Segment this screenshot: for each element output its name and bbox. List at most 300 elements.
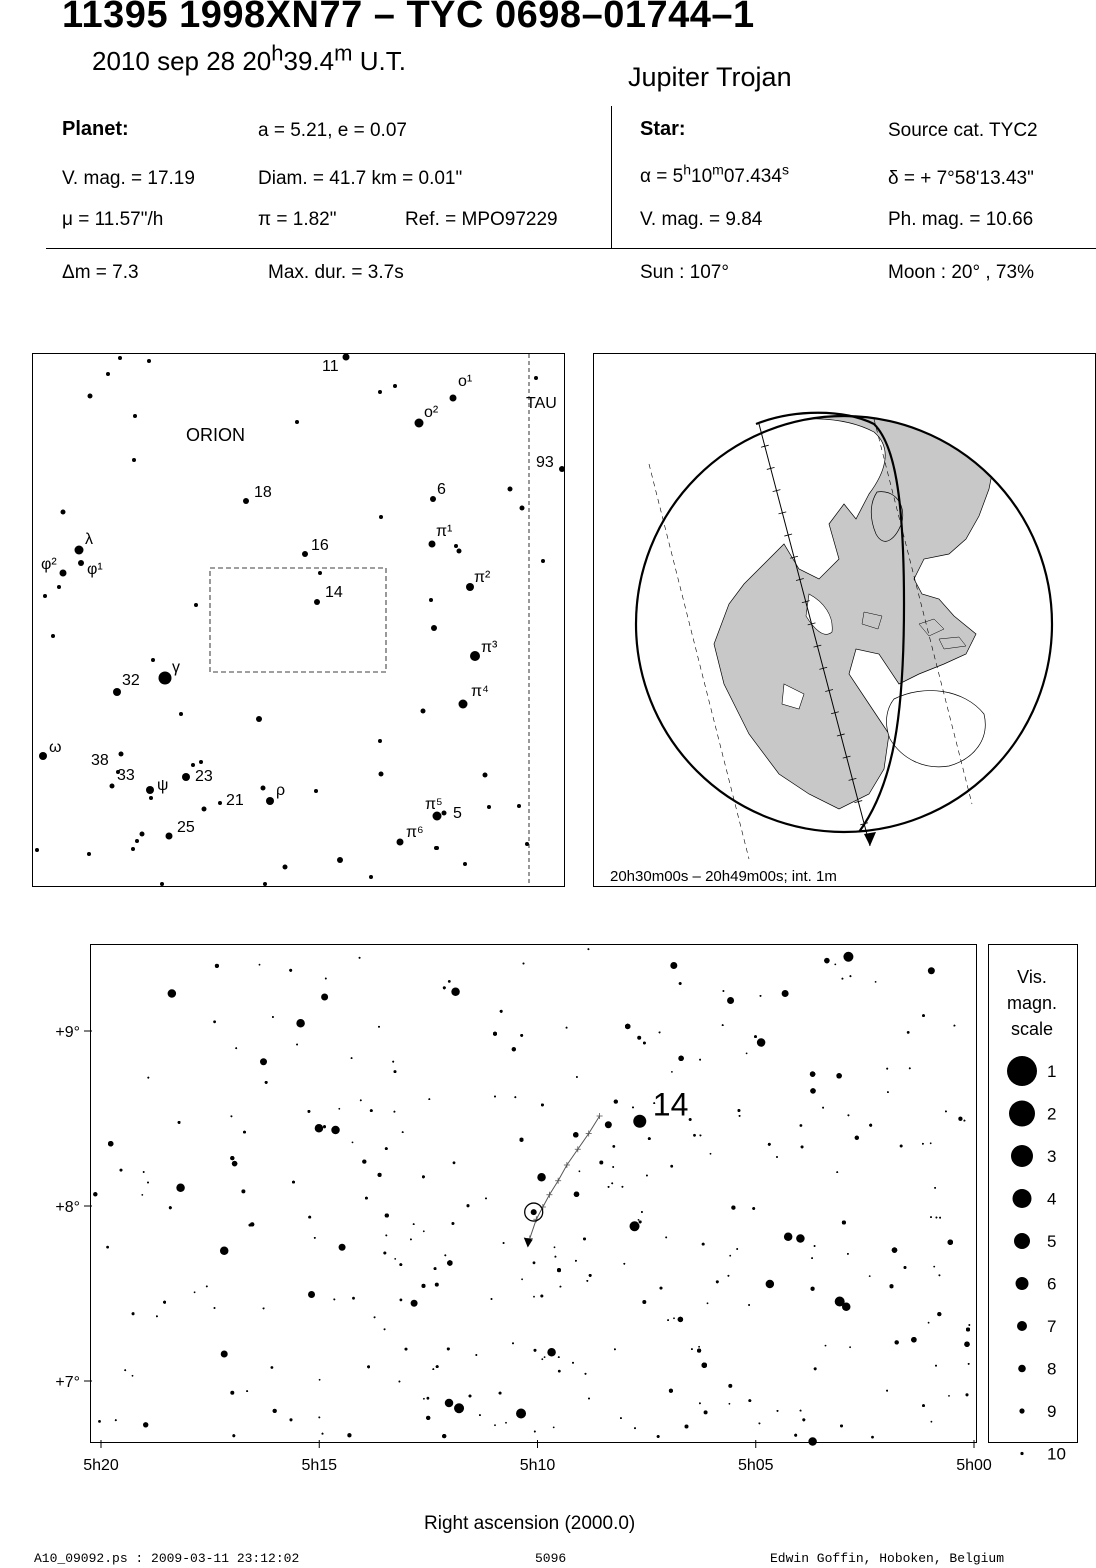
field-star [699,1059,701,1061]
field-star [394,1258,396,1260]
field-star [752,1207,755,1210]
field-star [632,1107,634,1109]
constellation-star [541,559,545,563]
field-star [322,1433,324,1435]
globe-time-caption: 20h30m00s – 20h49m00s; int. 1m [610,868,837,885]
constellation-star-label: 32 [122,672,140,689]
field-star [842,1221,846,1225]
field-star [394,1070,397,1073]
field-star [147,1182,149,1184]
field-star [384,1328,386,1330]
field-star [533,1296,535,1298]
field-star [768,1143,771,1146]
constellation-star [147,359,151,363]
field-star [670,1165,673,1168]
constellation-star [508,487,513,492]
target-star [531,1209,537,1215]
field-star [447,1260,452,1265]
constellation-star [463,862,467,866]
y-axis [0,944,92,1464]
constellation-star-label: 38 [91,752,109,769]
field-star [521,1278,523,1280]
constellation-star [295,420,299,424]
constellation-star [466,583,474,591]
constellation-star-label: π⁵ [425,796,443,813]
field-star [836,1073,841,1078]
field-star [892,1247,897,1252]
field-star [553,1427,555,1429]
field-star [534,1349,537,1352]
field-star [698,1346,700,1348]
field-star [922,1014,925,1017]
field-star [836,1171,838,1173]
field-star [452,1222,455,1225]
constellation-star [525,842,529,846]
field-box [210,568,386,672]
bright-star [315,1124,324,1133]
bright-stars [168,952,935,1446]
field-star [589,1274,592,1277]
field-star [399,1263,402,1266]
planet-heading: Planet: [62,118,129,140]
field-star [555,1256,557,1258]
field-star [436,1365,439,1368]
field-star [608,1186,610,1188]
constellation-labels [41,358,554,841]
field-star [811,1287,815,1291]
field-star [678,1056,683,1061]
field-star [937,1312,941,1316]
field-star [325,978,327,980]
constellation-star [191,763,195,767]
field-star [383,1252,386,1255]
field-star [394,1111,396,1113]
legend-star [1007,1056,1037,1086]
field-star [760,995,762,997]
field-star [432,1368,434,1370]
constellation-star [435,846,439,850]
field-star [738,1109,741,1112]
field-star [934,1187,936,1189]
legend-magnitude-label: 9 [1047,1402,1057,1421]
field-star [493,1032,497,1036]
field-star [614,1100,618,1104]
field-star [333,1299,335,1301]
field-star [716,1280,719,1283]
field-star [641,1211,643,1213]
bright-star [168,989,177,998]
field-star [514,1096,516,1098]
footer-file: A10_09092.ps : 2009-03-11 23:12:02 [34,1551,300,1566]
field-star [731,1206,735,1210]
field-star [360,1099,362,1101]
constellation-star [560,467,565,472]
constellation-star [218,801,222,805]
field-star [612,1145,615,1148]
field-star [214,1307,216,1309]
field-star [206,1286,208,1288]
field-star [442,1434,446,1438]
constellation-star [75,546,84,555]
constellation-star [318,571,322,575]
star-chart [90,944,977,1443]
field-star [147,1077,149,1079]
constellation-star [431,625,437,631]
constellation-star [132,458,136,462]
field-star [855,1136,859,1140]
bright-star [757,1038,766,1047]
field-star [907,1031,910,1034]
field-star [728,1384,732,1388]
field-star [230,1391,234,1395]
constellation-star [459,700,468,709]
field-star [435,1283,439,1287]
field-star [235,1047,237,1049]
star-chart-svg [91,945,976,1442]
field-star [802,1418,805,1421]
field-star [800,1124,803,1127]
constellation-map-svg [33,354,564,886]
legend-star [1016,1277,1029,1290]
field-star [699,1402,701,1404]
constellation-star [343,354,350,361]
constellation-star [135,839,139,843]
field-star [392,1061,394,1063]
field-star [400,1299,403,1302]
field-star [347,1433,351,1437]
field-star [931,1421,933,1423]
legend-star [1011,1145,1033,1167]
field-star [98,1420,101,1423]
field-star [512,1342,514,1344]
field-star [710,1153,712,1155]
field-star [443,986,446,989]
star-source-catalog: Source cat. TYC2 [888,120,1038,141]
field-star [948,1395,950,1397]
field-star [748,1304,750,1306]
field-star [909,1067,911,1069]
field-star [810,1071,815,1076]
field-star [259,964,261,966]
constellation-star [256,716,262,722]
planet-reference: Ref. = MPO97229 [405,209,558,230]
field-star [359,957,361,959]
field-star [611,1182,613,1184]
field-star [679,982,682,985]
field-star [314,1237,316,1239]
field-star [637,1036,641,1040]
constellation-star [429,541,436,548]
field-star [367,1365,370,1368]
moon-info: Moon : 20° , 73% [888,262,1034,283]
constellation-star-label: ψ [157,777,169,794]
field-star [434,1267,437,1270]
field-star [620,1417,622,1419]
field-star [575,1260,577,1262]
constellation-star-label: 18 [254,484,272,501]
constellation-star-label: 25 [177,819,195,836]
field-star [243,1131,246,1134]
bright-star [451,988,460,997]
field-star [494,1424,496,1426]
tau-label: TAU [526,395,557,412]
field-star [422,1175,425,1178]
constellation-star [378,739,382,743]
field-star [503,1242,505,1244]
constellation-star [369,875,373,879]
info-divider-vertical [611,106,612,248]
constellation-star-label: ο² [424,404,439,421]
constellation-star [534,376,538,380]
star-right-ascension: $\alpha = 5^h10^m07.434^s$ [640,161,789,187]
bright-star [411,1300,418,1307]
field-star [811,1257,813,1259]
constellation-star [118,356,122,360]
field-star [936,1217,938,1219]
field-star [289,969,292,972]
field-star [241,1189,245,1193]
legend-star [1009,1101,1035,1127]
field-star [120,1169,123,1172]
field-star [374,1316,376,1318]
field-star [423,1398,425,1400]
field-star [639,1221,642,1224]
legend-star [1014,1233,1030,1249]
field-star [385,1147,388,1150]
bright-star [784,1233,793,1242]
constellation-star [302,551,308,557]
constellation-star [133,414,137,418]
field-star [362,1160,366,1164]
field-star [794,1434,797,1437]
field-star [178,1121,181,1124]
field-star [557,1268,561,1272]
field-star [534,1431,536,1433]
field-star [588,1398,590,1400]
field-star [871,1436,874,1439]
field-star [588,948,590,950]
y-tick-label: +9° [55,1024,80,1041]
bright-star [547,1348,556,1357]
constellation-star-label: 11 [322,358,339,375]
constellation-star-label: 21 [226,792,244,809]
bright-star [766,1280,775,1289]
field-star [638,1219,640,1221]
constellation-star [283,865,288,870]
info-divider-horizontal [46,248,1096,249]
constellation-star-label: ο¹ [458,373,473,390]
y-tick-label: +8° [55,1199,80,1216]
field-star [890,1284,894,1288]
field-star [810,1088,815,1093]
legend-svg [989,945,1077,1464]
constellation-star-label: γ [172,659,180,676]
field-star [964,1342,969,1347]
bright-star [296,1019,305,1028]
field-star [642,1300,646,1304]
field-star [427,1397,430,1400]
field-star [834,964,836,966]
field-star [691,1348,693,1350]
field-star [748,1399,751,1402]
planet-parallax: π = 1.82" [258,209,337,230]
field-star [426,1416,430,1420]
legend-star [1020,1452,1023,1455]
asteroid-path [524,1113,603,1248]
field-star [296,1044,298,1046]
legend-magnitude-label: 7 [1047,1317,1057,1336]
constellation-map [32,353,565,887]
event-datetime: 2010 sep 28 20$^h$39.4$^m$ U.T. [92,40,406,76]
bright-star [454,1403,464,1413]
field-star [169,1206,172,1209]
field-star [646,1175,648,1177]
field-star [746,1053,748,1055]
constellation-name: ORION [186,425,246,445]
field-star [585,1373,587,1375]
footer-number: 5096 [535,1551,567,1566]
field-star [115,1419,117,1421]
field-star [194,1291,196,1293]
constellation-star [454,544,458,548]
constellation-star [337,857,343,863]
legend-magnitude-label: 1 [1047,1062,1057,1081]
field-star [448,980,451,983]
field-star [895,1340,899,1344]
delta-magnitude: Δm = 7.3 [62,262,139,283]
field-star [869,1275,871,1277]
legend-magnitude-label: 8 [1047,1359,1057,1379]
field-star [540,1295,543,1298]
bright-star [221,1351,228,1358]
y-axis-label [0,1126,2,1296]
field-star [922,1143,924,1145]
constellation-star [487,805,491,809]
constellation-star [314,599,320,605]
x-tick-label: 5h15 [301,1457,338,1474]
field-star [586,1280,588,1282]
constellation-star [199,760,203,764]
legend-magnitude-label: 4 [1047,1189,1057,1209]
constellation-star-label: 33 [117,767,135,784]
field-star [583,1238,586,1241]
constellation-star-label: λ [85,531,93,548]
field-star [560,1286,562,1288]
field-star [318,1417,320,1419]
field-star [505,1422,507,1424]
track-arrow [524,1238,533,1248]
constellation-star [78,560,84,566]
magnitude-legend [988,944,1078,1464]
planet-motion: μ = 11.57"/h [62,209,164,230]
y-tick-label: +7° [55,1374,80,1391]
constellation-star-label: 16 [311,537,329,554]
bright-star [605,1121,612,1128]
field-star [659,1032,661,1034]
constellation-star [421,709,426,714]
constellation-star [146,786,154,794]
field-star [566,1027,568,1029]
field-star [163,1301,166,1304]
bright-star [670,962,677,969]
constellation-star-label: π² [474,569,491,586]
constellation-star [159,672,172,685]
field-star [625,1024,630,1029]
bright-star [843,952,853,962]
field-star [728,1275,730,1277]
field-star [736,1248,738,1250]
constellation-star [119,752,124,757]
field-star [500,1010,503,1013]
field-star [520,1138,524,1142]
field-star [365,1197,368,1200]
bright-star [308,1291,315,1298]
field-star [729,1255,731,1257]
object-type: Jupiter Trojan [628,62,792,92]
constellation-star-label: ρ [276,782,286,799]
field-star [385,1214,389,1218]
constellation-star [194,603,198,607]
constellation-star [61,510,66,515]
field-star [273,1409,277,1413]
constellation-star-label: ω [49,739,62,756]
constellation-star-label: π¹ [436,523,453,540]
constellation-star-label: φ² [41,556,57,573]
field-star [232,1434,235,1437]
field-star [697,1349,701,1353]
field-star [156,1315,158,1317]
field-star [849,1346,851,1348]
field-star [939,1274,941,1276]
legend-magnitude-label: 10 [1047,1444,1066,1464]
field-star [729,1403,731,1405]
field-star [612,1166,614,1168]
field-star [948,1240,953,1245]
field-star [338,1108,340,1110]
field-star [352,1297,355,1300]
field-star [800,1410,802,1412]
field-star [933,1266,935,1268]
planet-diameter: Diam. = 41.7 km = 0.01" [258,168,463,189]
x-tick-label: 5h20 [83,1457,119,1474]
field-star [453,1161,456,1164]
constellation-star [149,796,153,800]
field-star [378,1026,380,1028]
field-star [308,1110,311,1113]
field-star [143,1422,148,1427]
field-star [485,1198,487,1200]
star-declination: δ = + 7°58'13.43" [888,168,1034,189]
field-star [541,1358,543,1360]
field-star [643,1042,646,1045]
legend-star [1019,1408,1024,1413]
field-star [378,1173,382,1177]
field-star [759,1423,761,1425]
legend-magnitude-label: 2 [1047,1104,1057,1124]
planet-vmag: V. mag. = 17.19 [62,168,195,189]
field-star [671,1071,673,1073]
field-star [822,1107,824,1109]
bright-star [220,1247,229,1256]
field-star [614,1348,616,1350]
path-direction-arrow [864,832,876,846]
field-star [825,1345,827,1347]
field-star [402,1131,404,1133]
field-star [579,1170,581,1172]
field-star [776,1156,778,1158]
constellation-star [179,712,183,716]
field-star [685,1425,689,1429]
